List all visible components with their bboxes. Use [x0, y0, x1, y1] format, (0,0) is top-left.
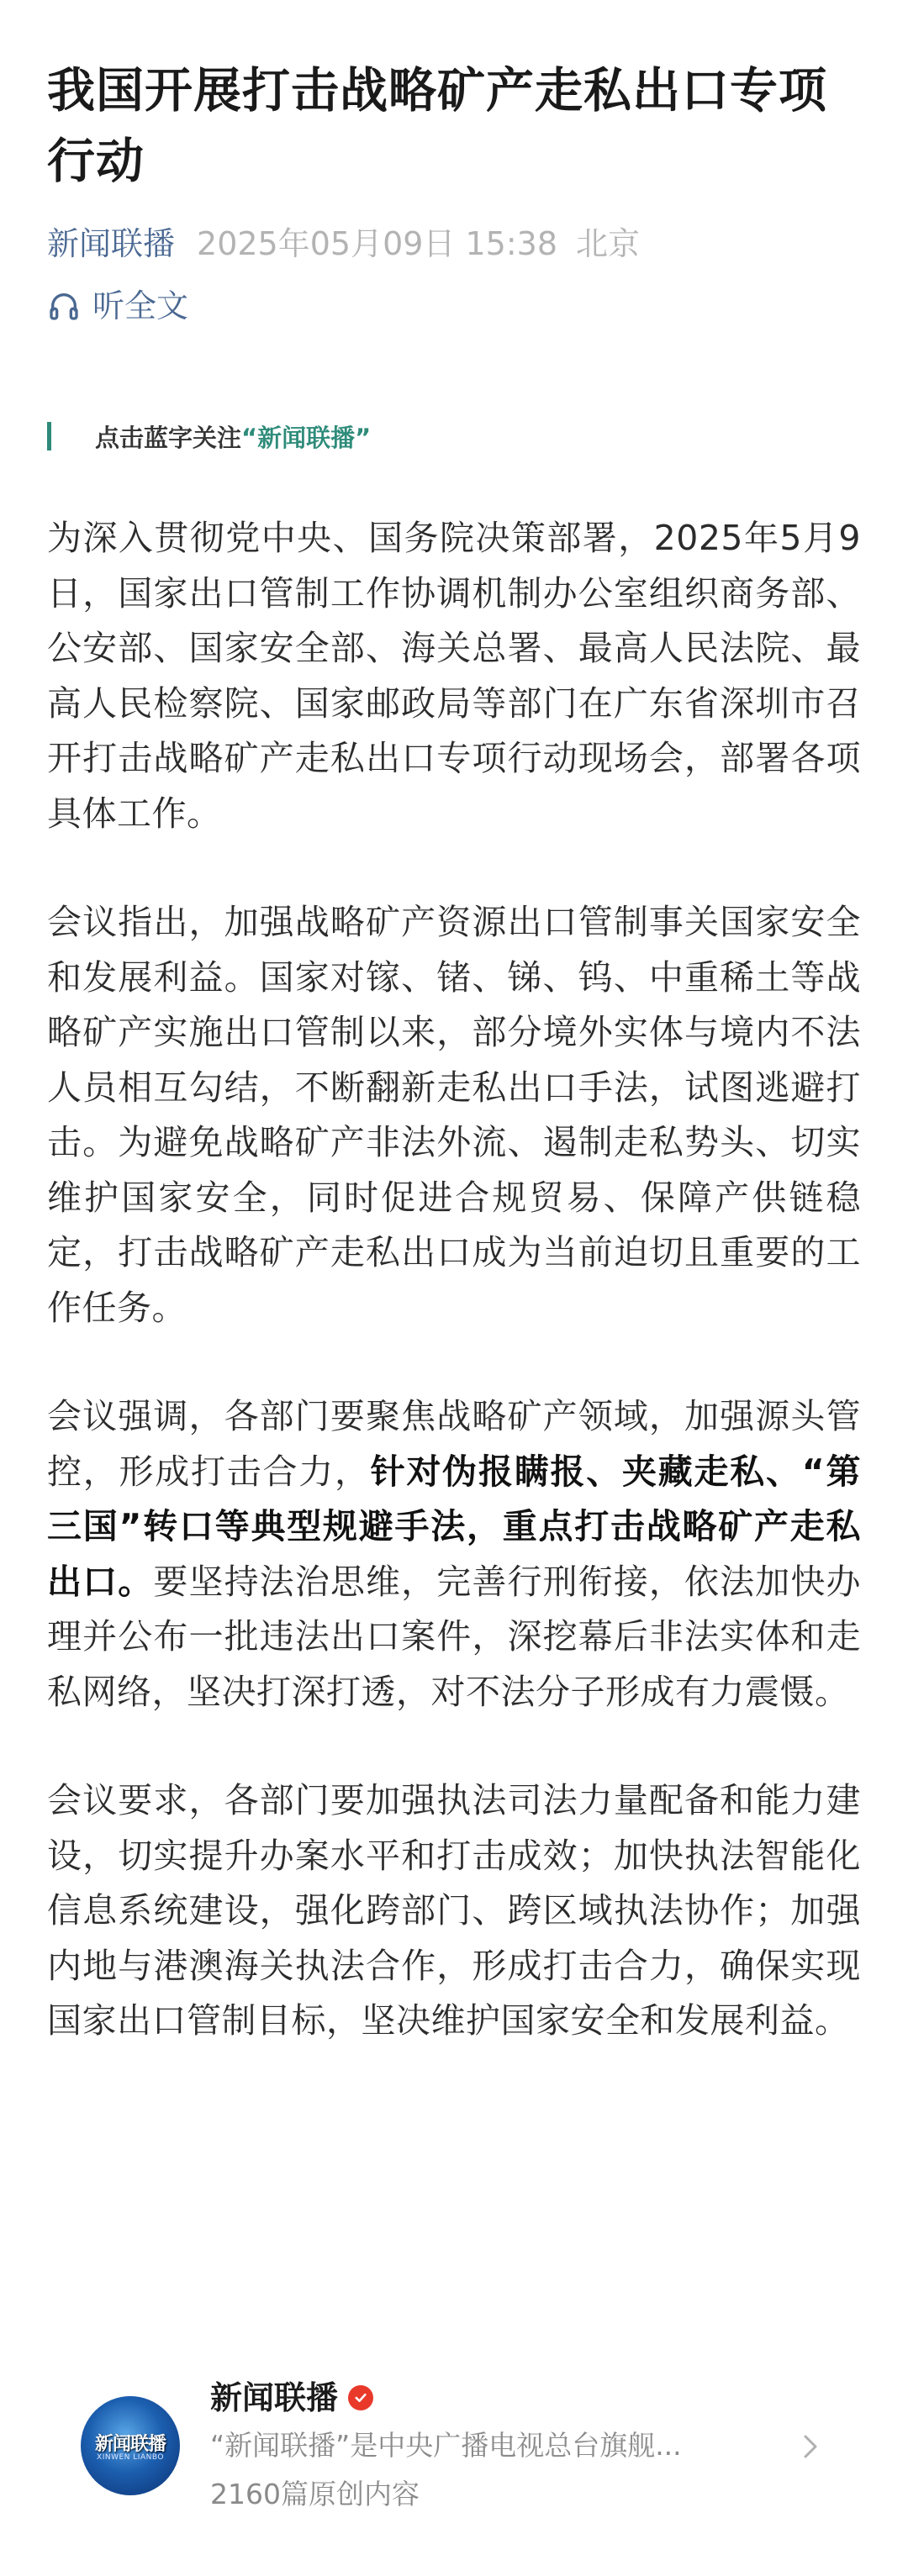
follow-prompt[interactable] [47, 420, 861, 452]
account-name-row [210, 2376, 837, 2420]
paragraph-1: 为深入贯彻党中央、国务院决策部署，2025年5月9日，国家出口管制工作协调机制办公室组织商务部、公安部、国家安全部、海关总署、最高人民法院、最高人民检察院、国家邮政局等部门在广东省深圳市召开打击战略矿产走私出口专项行动现场会，部署各项具体工作。 [47, 518, 861, 834]
paragraph-4: 会议要求，各部门要加强执法司法力量配备和能力建设，切实提升办案水平和打击成效；加快执法智能化信息系统建设，强化跨部门、跨区域执法协作；加强内地与港澳海关执法合作，形成打击合力，确保实现国家出口管制目标，坚决维护国家安全和发展利益。 [47, 1780, 861, 2041]
account-description: “新闻联播”是中央广播电视总台旗舰... [210, 2429, 682, 2462]
account-logo [81, 2396, 180, 2495]
logo-subtext: XINWEN LIANBO [97, 2453, 164, 2462]
chevron-right-icon[interactable] [799, 2431, 822, 2462]
publish-date: 2025年05月09日 15:38 [197, 225, 558, 262]
logo-text: 新闻联播 [94, 2434, 166, 2455]
listen-label: 听全文 [92, 287, 189, 324]
follow-text [95, 419, 371, 454]
headphones-icon [47, 289, 81, 323]
follow-prefix: 点击蓝字关注 [95, 423, 242, 452]
paragraph-3 [47, 1389, 861, 1720]
verified-icon [348, 2385, 373, 2410]
paragraph-2: 会议指出，加强战略矿产资源出口管制事关国家安全和发展利益。国家对镓、锗、锑、钨、中重稀土等战略矿产实施出口管制以来，部分境外实体与境内不法人员相互勾结，不断翻新走私出口手法，试图逃避打击。为避免战略矿产非法外流、遏制走私势头、切实维护国家安全，同时促进合规贸易、保障产供链稳定，打击战略矿产走私出口成为当前迫切且重要的工作任务。 [47, 902, 861, 1328]
listen-button[interactable] [47, 284, 861, 328]
paragraph-3-bold: 针对伪报瞒报、夹藏走私、“第三国”转口等典型规避手法，重点打击战略矿产走私出口。 [47, 1451, 862, 1602]
account-article-count: 2160篇原创内容 [210, 2478, 420, 2510]
source-link[interactable]: 新闻联播 [47, 225, 176, 262]
follow-bar [47, 422, 51, 450]
follow-highlight[interactable]: “新闻联播” [241, 423, 372, 452]
publish-city: 北京 [576, 225, 641, 262]
account-info [210, 2376, 837, 2515]
paragraph-3-part-a: 会议强调，各部门要聚焦战略矿产领域，加强源头管控，形成打击合力， [47, 1396, 861, 1492]
account-card[interactable] [81, 2366, 837, 2526]
paragraph-3-part-b: 要坚持法治思维，完善行刑衔接，依法加快办理并公布一批违法出口案件，深挖幕后非法实体和走私网络，坚决打深打透，对不法分子形成有力震慑。 [47, 1561, 862, 1712]
article-title: 我国开展打击战略矿产走私出口专项行动 [47, 63, 827, 189]
account-name: 新闻联播 [210, 2379, 339, 2416]
article-meta [47, 222, 861, 266]
